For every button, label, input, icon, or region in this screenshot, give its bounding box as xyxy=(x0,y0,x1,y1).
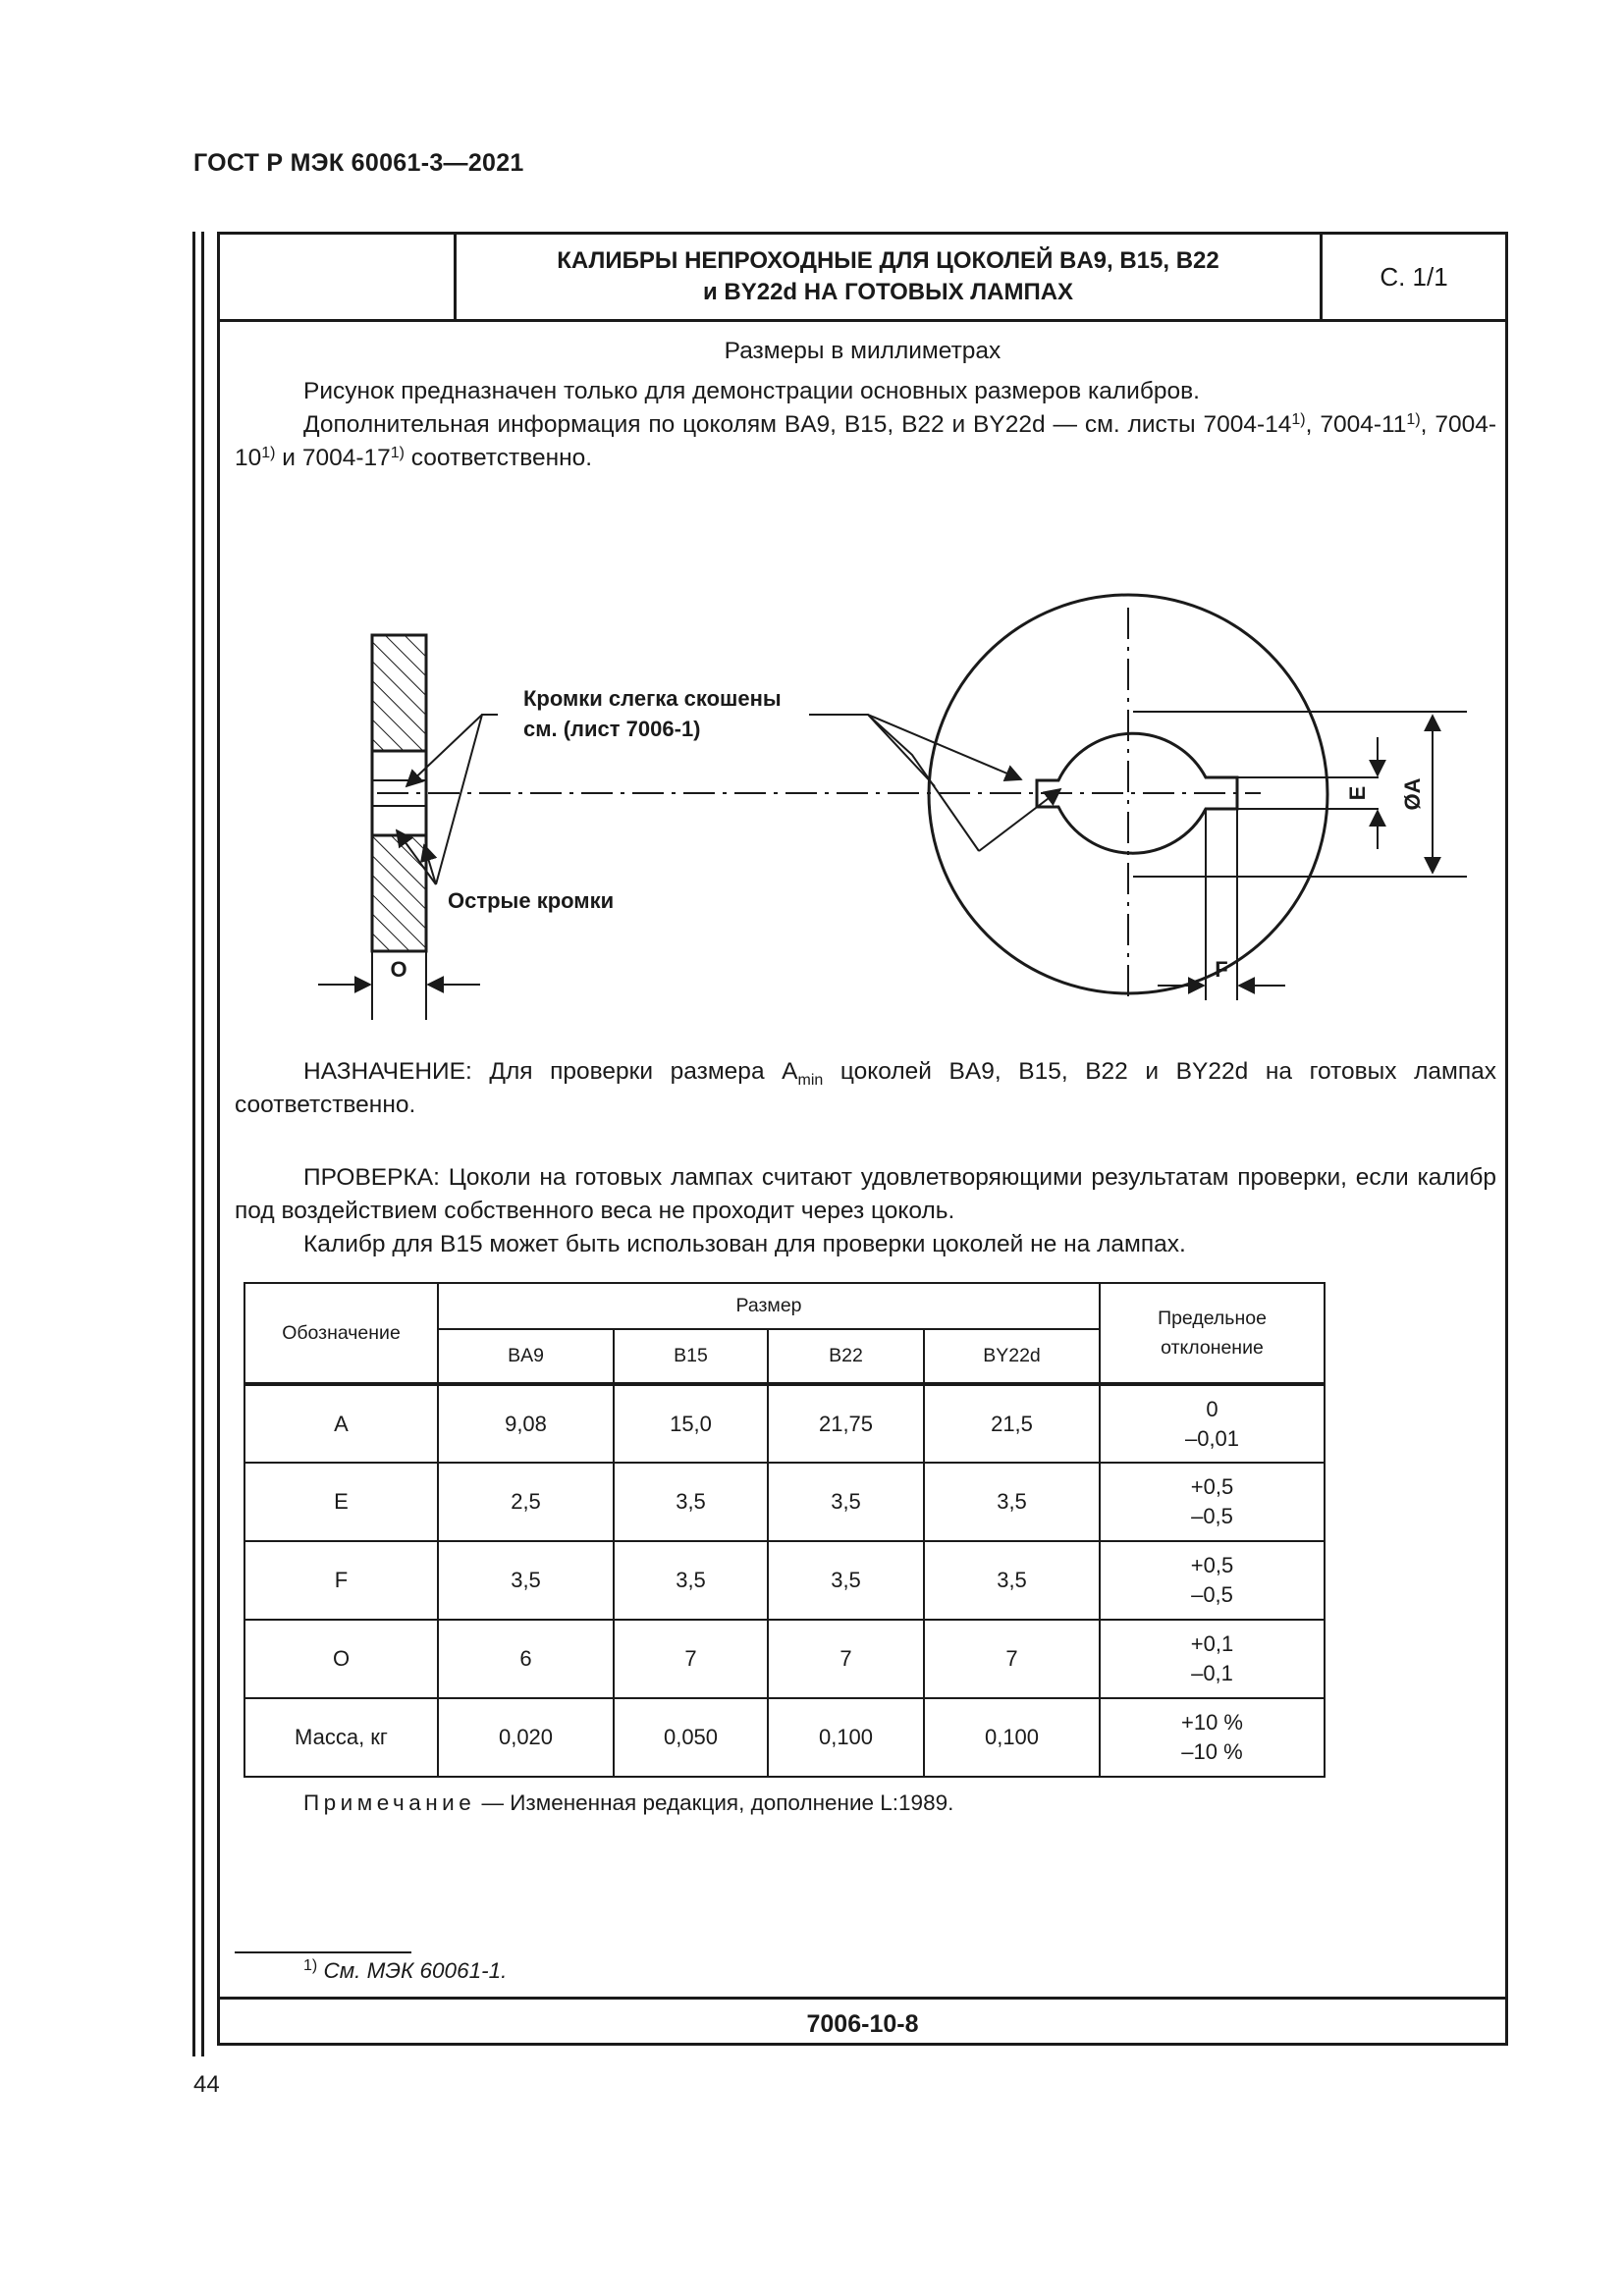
header-tolerance-line: Предельное xyxy=(1158,1308,1267,1329)
label-chamfered-edges: Кромки слегка скошены xyxy=(523,686,782,711)
footnote xyxy=(303,1958,507,1984)
tolerance-lower: –0,01 xyxy=(1184,1425,1240,1451)
tolerance-upper: +0,1 xyxy=(1190,1631,1234,1656)
margin-rule xyxy=(201,232,204,2056)
dimension-label-O: O xyxy=(390,957,407,982)
tolerance-upper: +10 % xyxy=(1181,1710,1243,1735)
tolerance-upper: 0 xyxy=(1206,1396,1218,1421)
dimension-label-E: E xyxy=(1345,785,1370,801)
column-header: B15 xyxy=(614,1329,768,1384)
table-cell: 0,020 xyxy=(438,1698,614,1777)
header-tolerance-line: отклонение xyxy=(1161,1337,1264,1359)
table-cell: 0,100 xyxy=(768,1698,924,1777)
tolerance-cell xyxy=(1100,1541,1325,1620)
footnote-mark: 1) xyxy=(1406,411,1421,428)
table-cell: 3,5 xyxy=(924,1541,1100,1620)
table-row xyxy=(244,1541,1325,1620)
table-cell: 15,0 xyxy=(614,1384,768,1463)
table-cell: 6 xyxy=(438,1620,614,1698)
document-title: ГОСТ Р МЭК 60061-3—2021 xyxy=(193,149,524,177)
subscript-min: min xyxy=(797,1072,824,1089)
row-designation: E xyxy=(244,1463,438,1541)
table-cell: 7 xyxy=(924,1620,1100,1698)
intro-line: Рисунок предназначен только для демонстрации основных размеров калибров. xyxy=(303,378,1200,404)
check-paragraph: Калибр для B15 может быть использован для проверки цоколей не на лампах. xyxy=(303,1231,1186,1257)
table-row xyxy=(244,1384,1325,1463)
table-note xyxy=(303,1790,953,1816)
dimension-lines xyxy=(318,712,1467,1000)
row-designation: F xyxy=(244,1541,438,1620)
header-blank-cell xyxy=(220,235,457,319)
row-designation: Масса, кг xyxy=(244,1698,438,1777)
tolerance-upper: +0,5 xyxy=(1190,1553,1234,1577)
table-cell: 21,75 xyxy=(768,1384,924,1463)
dimension-label-F: F xyxy=(1215,957,1228,982)
tolerance-cell xyxy=(1100,1463,1325,1541)
intro-paragraph xyxy=(235,408,1496,475)
table-cell: 9,08 xyxy=(438,1384,614,1463)
table-row xyxy=(244,1698,1325,1777)
page-number: 44 xyxy=(193,2071,220,2098)
table-cell: 3,5 xyxy=(924,1463,1100,1541)
footnote-text: См. МЭК 60061-1. xyxy=(317,1958,508,1983)
purpose-paragraph xyxy=(235,1055,1496,1122)
tolerance-cell xyxy=(1100,1698,1325,1777)
tolerance-lower: –0,5 xyxy=(1191,1504,1233,1528)
sheet-frame xyxy=(217,232,1508,2046)
label-sharp-edges: Острые кромки xyxy=(448,888,615,913)
dimensions-table xyxy=(244,1282,1326,1778)
conjunction: и xyxy=(275,445,302,471)
table-cell: 7 xyxy=(614,1620,768,1698)
footnote-mark: 1) xyxy=(303,1957,318,1974)
note-text: — Измененная редакция, дополнение L:1989. xyxy=(475,1790,954,1815)
purpose-text: НАЗНАЧЕНИЕ: Для проверки размера A xyxy=(303,1058,798,1085)
column-header: BY22d xyxy=(924,1329,1100,1384)
dimension-label-A: ØA xyxy=(1400,777,1425,811)
header-designation: Обозначение xyxy=(244,1283,438,1384)
table-cell: 0,050 xyxy=(614,1698,768,1777)
table-cell: 7 xyxy=(768,1620,924,1698)
sheet-code: 7006-10-8 xyxy=(220,1997,1505,2049)
margin-rule xyxy=(192,232,195,2056)
page-reference: С. 1/1 xyxy=(1380,261,1448,292)
table-cell: 21,5 xyxy=(924,1384,1100,1463)
tolerance-lower: –0,5 xyxy=(1191,1582,1233,1607)
sheet-header xyxy=(220,235,1505,322)
tolerance-lower: –0,1 xyxy=(1191,1661,1233,1685)
leader-lines xyxy=(397,715,1060,884)
separator: , xyxy=(1305,411,1313,438)
sheet-ref: 7004-17 xyxy=(301,445,391,471)
intro-tail: соответственно. xyxy=(404,445,593,471)
table-row xyxy=(244,1620,1325,1698)
row-designation: A xyxy=(244,1384,438,1463)
table-cell: 3,5 xyxy=(614,1541,768,1620)
sheet-title xyxy=(457,235,1323,319)
footnote-mark: 1) xyxy=(1291,411,1306,428)
intro-paragraph xyxy=(235,375,1496,408)
row-designation: O xyxy=(244,1620,438,1698)
sheet-title-line: КАЛИБРЫ НЕПРОХОДНЫЕ ДЛЯ ЦОКОЛЕЙ BA9, B15, B22 xyxy=(557,247,1219,274)
sheet-ref: 7004-11 xyxy=(1320,411,1407,438)
tolerance-upper: +0,5 xyxy=(1190,1474,1234,1499)
separator: , xyxy=(1420,411,1435,438)
label-chamfer-reference: см. (лист 7006-1) xyxy=(523,717,701,741)
check-paragraph: ПРОВЕРКА: Цоколи на готовых лампах считают удовлетворяющими результатам проверки, если калибр под воздействием собственного веса не проходит через цоколь. xyxy=(235,1164,1496,1224)
footnote-rule xyxy=(235,1951,411,1953)
units-note: Размеры в миллиметрах xyxy=(724,338,1001,364)
header-size: Размер xyxy=(438,1283,1100,1329)
table-cell: 0,100 xyxy=(924,1698,1100,1777)
table-row xyxy=(244,1463,1325,1541)
table-cell: 3,5 xyxy=(768,1463,924,1541)
sheet-title-line: и BY22d НА ГОТОВЫХ ЛАМПАХ xyxy=(702,279,1074,305)
note-label: Примечание xyxy=(303,1790,476,1815)
sheet-ref: 7004-10 xyxy=(235,411,1496,471)
table-cell: 3,5 xyxy=(768,1541,924,1620)
tolerance-cell xyxy=(1100,1384,1325,1463)
footnote-mark: 1) xyxy=(390,445,405,461)
table-cell: 3,5 xyxy=(614,1463,768,1541)
intro-text: Дополнительная информация по цоколям BA9, B15, B22 и BY22d — см. листы 7004-14 xyxy=(303,411,1292,438)
table-cell: 2,5 xyxy=(438,1463,614,1541)
footnote-mark: 1) xyxy=(261,445,276,461)
column-header: B22 xyxy=(768,1329,924,1384)
table-cell: 3,5 xyxy=(438,1541,614,1620)
column-header: BA9 xyxy=(438,1329,614,1384)
tolerance-cell xyxy=(1100,1620,1325,1698)
tolerance-lower: –10 % xyxy=(1181,1739,1243,1764)
header-tolerance xyxy=(1100,1283,1325,1384)
purpose-text: цоколей BA9, B15, B22 и BY22d на готовых лампах соответственно. xyxy=(235,1058,1496,1118)
